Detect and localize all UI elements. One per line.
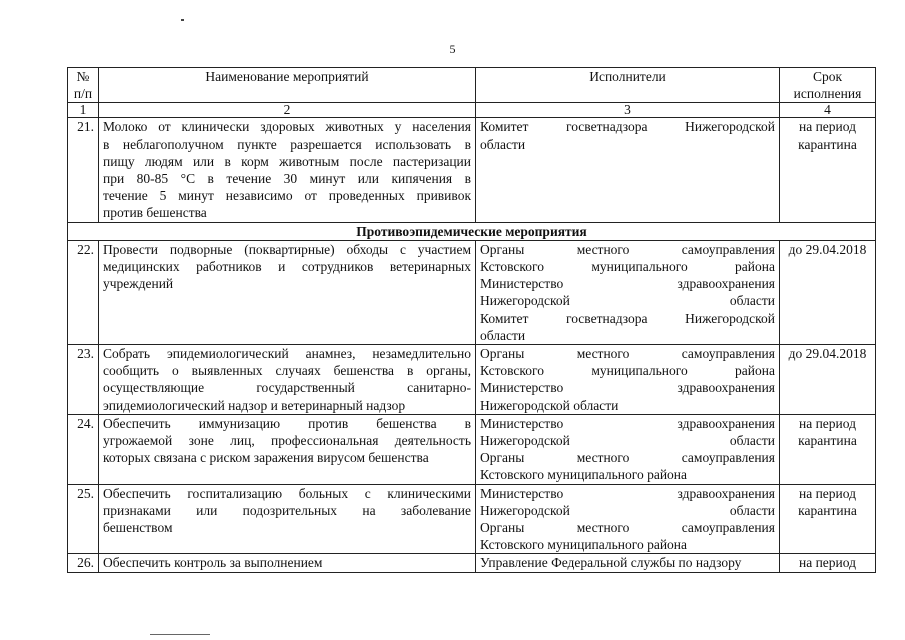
row-number: 26.: [68, 554, 99, 572]
header-term: Срок исполнения: [780, 68, 876, 103]
executors-line: Нижегородской области: [480, 502, 775, 518]
row-number: 23.: [68, 345, 99, 415]
row-number: 24.: [68, 414, 99, 484]
term-line: карантина: [798, 502, 857, 518]
executors-line: Органы местного самоуправления: [480, 520, 775, 536]
executors-line: Министерство здравоохранения: [480, 415, 775, 431]
executors-line: Министерство здравоохранения: [480, 276, 775, 292]
table-row: [68, 484, 876, 554]
executors-line: области: [480, 327, 526, 343]
executors-line: Министерство здравоохранения: [480, 485, 775, 501]
measure-name-line: признаками или подозрительных на заболевание: [103, 502, 471, 518]
col-number: 2: [99, 103, 476, 118]
executors-line: Кстовского муниципального района: [480, 537, 688, 553]
scan-speck: [181, 19, 184, 21]
measure-name-line: Провести подворные (поквартирные) обходы с участием: [103, 241, 471, 257]
executors-line: Органы местного самоуправления: [480, 346, 775, 362]
term-line: до 29.04.2018: [788, 346, 867, 362]
column-numbers-row: [68, 103, 876, 118]
executors-line: Комитет госветнадзора Нижегородской: [480, 119, 775, 135]
measure-name-line: Собрать эпидемиологический анамнез, незамедлительно: [103, 346, 471, 362]
measure-name: [99, 414, 476, 484]
rows-before-section: [68, 118, 876, 222]
measure-name-line: против бешенства: [103, 205, 207, 221]
table-row: [68, 118, 876, 222]
row-number: 25.: [68, 484, 99, 554]
measure-name-line: бешенством: [103, 520, 173, 536]
term: [780, 484, 876, 554]
measure-name-line: эпидемиологический надзор и ветеринарный надзор: [103, 397, 406, 413]
executors: [476, 240, 780, 344]
measure-name-line: учреждений: [103, 276, 174, 292]
executors: [476, 414, 780, 484]
term: [780, 240, 876, 344]
term-line: на период: [798, 415, 856, 431]
term-line: на период: [798, 485, 856, 501]
term: [780, 414, 876, 484]
executors: [476, 484, 780, 554]
col-number: 1: [68, 103, 99, 118]
measure-name: [99, 554, 476, 572]
executors-line: Кстовского муниципального района: [480, 363, 775, 379]
executors-line: Управление Федеральной службы по надзору: [480, 555, 742, 571]
term-line: до 29.04.2018: [788, 241, 867, 257]
table-row: [68, 345, 876, 415]
executors-line: Нижегородской области: [480, 293, 775, 309]
term-line: на период: [798, 555, 856, 571]
measure-name-line: Молоко от клинически здоровых животных у населения: [103, 119, 471, 135]
measure-name-line: угрожаемой зоне лиц, профессиональная деятельность: [103, 433, 471, 449]
measure-name-line: осуществляющие государственный санитарно-: [103, 380, 471, 396]
measures-table: [67, 67, 876, 573]
measure-name-line: Обеспечить иммунизацию против бешенства в: [103, 415, 471, 431]
executors-line: Нижегородской области: [480, 433, 775, 449]
measure-name-line: Обеспечить контроль за выполнением: [103, 555, 323, 571]
measure-name-line: пищу людям или в корм животным после пастеризации: [103, 153, 471, 169]
executors-line: Органы местного самоуправления: [480, 241, 775, 257]
measure-name-line: при 80-85 °С в течение 30 минут или кипячения в: [103, 171, 471, 187]
term-line: карантина: [798, 433, 857, 449]
section-row: [68, 222, 876, 240]
executors: [476, 554, 780, 572]
executors-line: Нижегородской области: [480, 397, 619, 413]
measure-name-line: которых связана с риском заражения вирусом бешенства: [103, 450, 429, 466]
table-row: [68, 414, 876, 484]
term-line: на период: [798, 119, 856, 135]
executors-line: области: [480, 136, 526, 152]
table-row: [68, 240, 876, 344]
col-number: 4: [780, 103, 876, 118]
measure-name-line: Обеспечить госпитализацию больных с клиническими: [103, 485, 471, 501]
term-line: карантина: [798, 136, 857, 152]
measure-name: [99, 240, 476, 344]
executors: [476, 118, 780, 222]
measure-name-line: в неблагополучном пункте разрешается использовать в: [103, 136, 471, 152]
row-number: 21.: [68, 118, 99, 222]
table-header-row: [68, 68, 876, 103]
measure-name: [99, 345, 476, 415]
measure-name-line: течение 5 минут независимо от проведенных прививок: [103, 188, 471, 204]
scan-mark: [150, 634, 210, 635]
executors-line: Министерство здравоохранения: [480, 380, 775, 396]
executors-line: Органы местного самоуправления: [480, 450, 775, 466]
header-num: № п/п: [68, 68, 99, 103]
section-title: Противоэпидемические мероприятия: [68, 222, 876, 240]
row-number: 22.: [68, 240, 99, 344]
term: [780, 345, 876, 415]
page-number: 5: [449, 42, 456, 56]
measure-name: [99, 118, 476, 222]
measure-name-line: сообщить о выявленных случаях бешенства в органы,: [103, 363, 471, 379]
table-row: [68, 554, 876, 572]
term: [780, 554, 876, 572]
term: [780, 118, 876, 222]
rows-after-section: [68, 240, 876, 572]
executors-line: Комитет госветнадзора Нижегородской: [480, 310, 775, 326]
measure-name: [99, 484, 476, 554]
header-executors: Исполнители: [476, 68, 780, 103]
executors-line: Кстовского муниципального района: [480, 467, 688, 483]
col-number: 3: [476, 103, 780, 118]
executors: [476, 345, 780, 415]
header-name: Наименование мероприятий: [99, 68, 476, 103]
measure-name-line: медицинских работников и сотрудников ветеринарных: [103, 259, 471, 275]
executors-line: Кстовского муниципального района: [480, 259, 775, 275]
